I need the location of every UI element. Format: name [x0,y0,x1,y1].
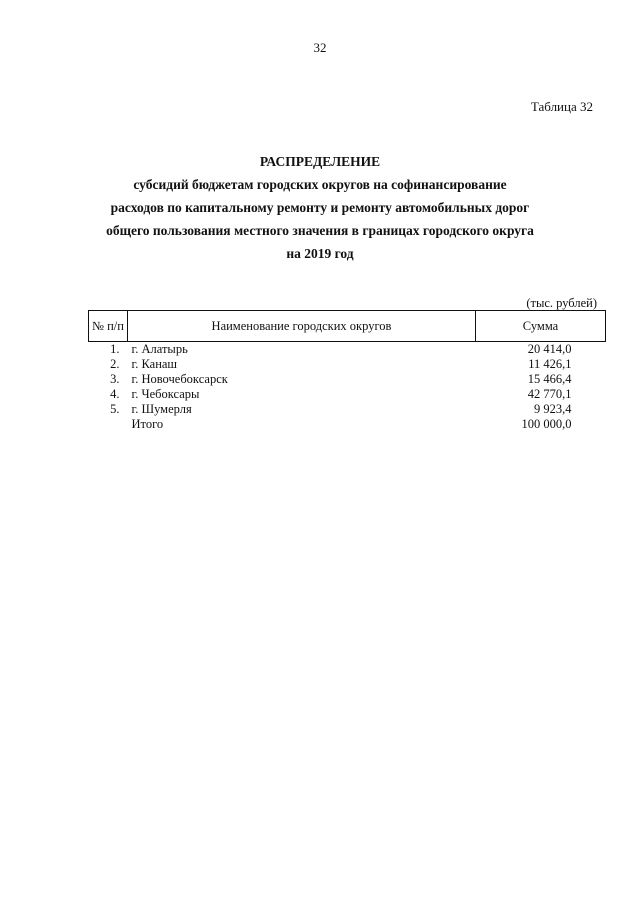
table-label: Таблица 32 [530,99,593,114]
title-line-1: РАСПРЕДЕЛЕНИЕ [259,154,381,169]
table-header-row [89,311,606,342]
row-number: 2. [110,357,120,371]
title-line-4: общего пользования местного значения в границах городского округа [106,223,534,238]
row-name: г. Чебоксары [131,387,200,401]
table-row [89,342,606,358]
row-name: г. Канаш [131,357,178,371]
row-sum: 11 426,1 [528,357,572,371]
row-number: 4. [110,387,120,401]
page-number: 32 [313,40,327,55]
row-number: 3. [110,372,120,386]
table-row [89,372,606,387]
total-label: Итого [131,417,164,431]
subsidy-table [88,310,606,432]
title-line-5: на 2019 год [286,246,354,261]
row-name: г. Шумерля [131,402,192,416]
header-sum: Сумма [476,311,606,342]
table-row [89,357,606,372]
row-sum: 9 923,4 [534,402,572,416]
header-number: № п/п [89,311,128,342]
table-total-row [89,417,606,432]
total-number [89,417,128,432]
row-name: г. Алатырь [131,342,188,356]
row-sum: 15 466,4 [527,372,572,386]
row-name: г. Новочебоксарск [131,372,228,386]
header-name: Наименование городских округов [128,311,476,342]
table-row [89,402,606,417]
row-number: 5. [110,402,120,416]
units-label: (тыс. рублей) [526,296,597,310]
total-sum: 100 000,0 [521,417,572,431]
title-line-3: расходов по капитальному ремонту и ремонту автомобильных дорог [110,200,530,215]
row-number: 1. [110,342,120,356]
table-row [89,387,606,402]
row-sum: 42 770,1 [527,387,572,401]
title-line-2: субсидий бюджетам городских округов на софинансирование [133,177,507,192]
row-sum: 20 414,0 [527,342,572,356]
document-title [60,150,580,265]
